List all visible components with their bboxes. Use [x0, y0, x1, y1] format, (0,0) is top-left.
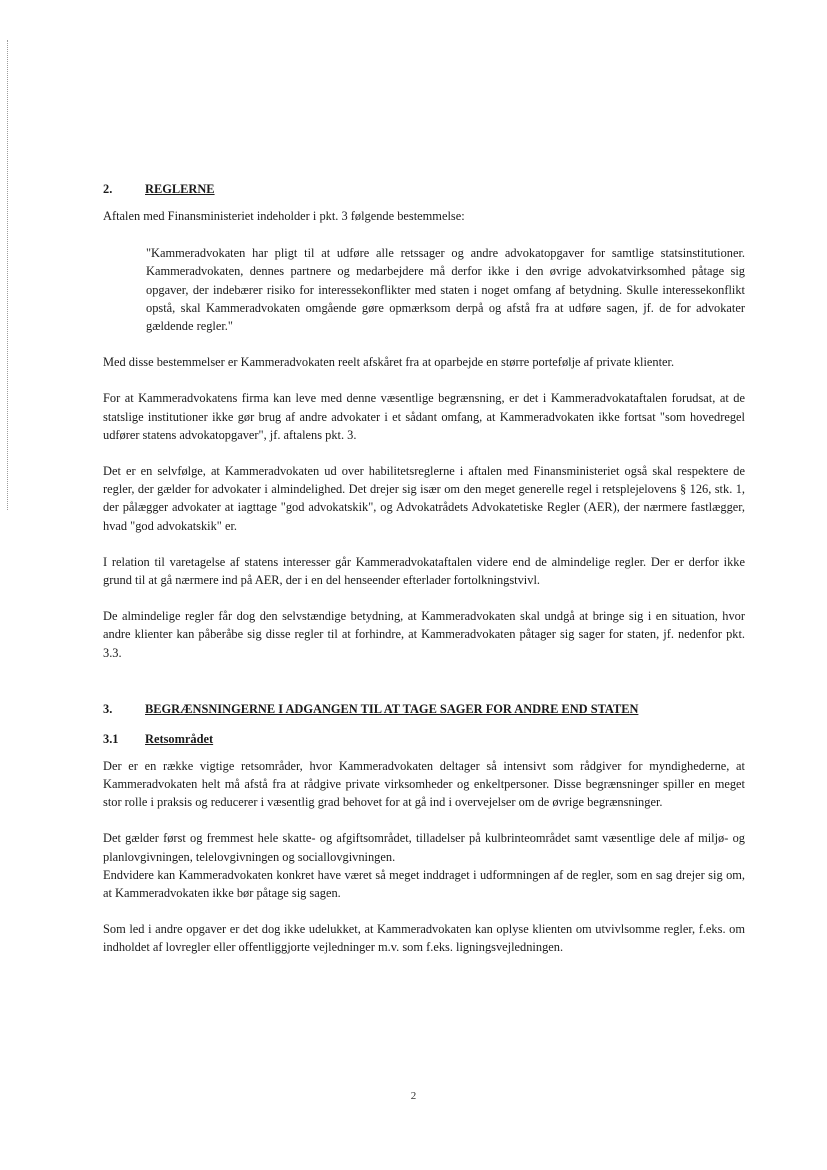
- section-3-heading: [103, 700, 745, 718]
- section-2-number: 2.: [103, 182, 113, 196]
- paragraph: Med disse bestemmelser er Kammeradvokaten reelt afskåret fra at oparbejde en større portefølje af private klienter.: [103, 355, 675, 370]
- paragraph: Endvidere kan Kammeradvokaten konkret have været så meget inddraget i udformningen af de regler, som en sag drejer sig om, at Kammeradvokaten ikke bør påtage sig sagen.: [103, 867, 745, 901]
- paragraph: Det er en selvfølge, at Kammeradvokaten ud over habilitetsreglerne i aftalen med Finansministeriet også skal respektere de regler, der gælder for advokater i almindelighed. Det drejer sig især om den meget generelle regel i retsplejelovens § 126, stk. 1, der pålægger advokater at iagttage "god advokatskik", og Advokatrådets Advokatetiske Regler (AER), der nærmere fastlægger, hvad "god advokatskik" er.: [103, 464, 745, 533]
- section-3-number: 3.: [103, 701, 113, 716]
- section-2-quote: "Kammeradvokaten har pligt til at udføre alle retssager og andre advokatopgaver for samtlige statsinstitutioner. Kammeradvokaten, dennes partnere og medarbejdere må derfor ikke i den øvrige advokatvirksomhed påtage sig opgaver, der indebærer risiko for interessekonflikter med staten i noget omfang af betydning. Skulle interessekonflikt opstå, skal Kammeradvokaten omgående gøre opmærksom derpå og afstå fra at udføre sagen, jf. de for advokater gældende regler.": [146, 246, 745, 334]
- paragraph: For at Kammeradvokatens firma kan leve med denne væsentlige begrænsning, er det i Kammeradvokataftalen forudsat, at de statslige institutioner ikke gør brug af andre advokater i et sådant omfang, at Kammeradvokaten ikke fortsat "som hovedregel udfører statens advokatopgaver", jf. aftalens pkt. 3.: [103, 391, 745, 442]
- section-2-title: REGLERNE: [145, 182, 215, 196]
- paragraph: Der er en række vigtige retsområder, hvor Kammeradvokaten deltager så intensivt som rådgiver for myndighederne, at Kammeradvokaten helt må afstå fra at rådgive private virksomheder og enkeltpersoner. Disse begrænsninger spiller en meget stor rolle i praksis og reducerer i væsentlig grad behovet for at gå ind i overvejelser om de øvrige begrænsninger.: [103, 758, 745, 810]
- section-2-intro: Aftalen med Finansministeriet indeholder i pkt. 3 følgende bestemmelse:: [103, 209, 465, 223]
- paragraph: De almindelige regler får dog den selvstændige betydning, at Kammeradvokaten skal undgå at bringe sig i en situation, hvor andre klienter kan påberåbe sig disse regler til at forhindre, at Kammeradvokaten påtager sig sager for staten, jf. nedenfor pkt. 3.3.: [103, 609, 745, 660]
- section-3-title: BEGRÆNSNINGERNE I ADGANGEN TIL AT TAGE SAGER FOR ANDRE END STATEN: [145, 701, 639, 716]
- paragraph: I relation til varetagelse af statens interesser går Kammeradvokataftalen videre end de almindelige regler. Der er derfor ikke grund til at gå nærmere ind på AER, der i en del henseender efterlader fortolkningstvivl.: [103, 554, 745, 588]
- document-page: [103, 180, 745, 957]
- paragraph-group: [103, 829, 745, 902]
- section-2-heading: [103, 180, 745, 198]
- scan-edge-line: [7, 40, 8, 510]
- page-number: 2: [410, 1090, 417, 1102]
- section-3-1-heading: [103, 730, 745, 748]
- paragraph: Det gælder først og fremmest hele skatte- og afgiftsområdet, tilladelser på kulbrinteområdet samt væsentlige dele af miljø- og planlovgivningen, telelovgivningen og sociallovgivningen.: [103, 831, 745, 864]
- section-3-1-title: Retsområdet: [145, 731, 214, 746]
- paragraph: Som led i andre opgaver er det dog ikke udelukket, at Kammeradvokaten kan oplyse klienten om utvivlsomme regler, f.eks. om indholdet af lovregler eller offentliggjorte vejledninger m.v. som f.eks. ligningsvejledningen.: [103, 922, 745, 955]
- section-3-1-number: 3.1: [103, 731, 119, 746]
